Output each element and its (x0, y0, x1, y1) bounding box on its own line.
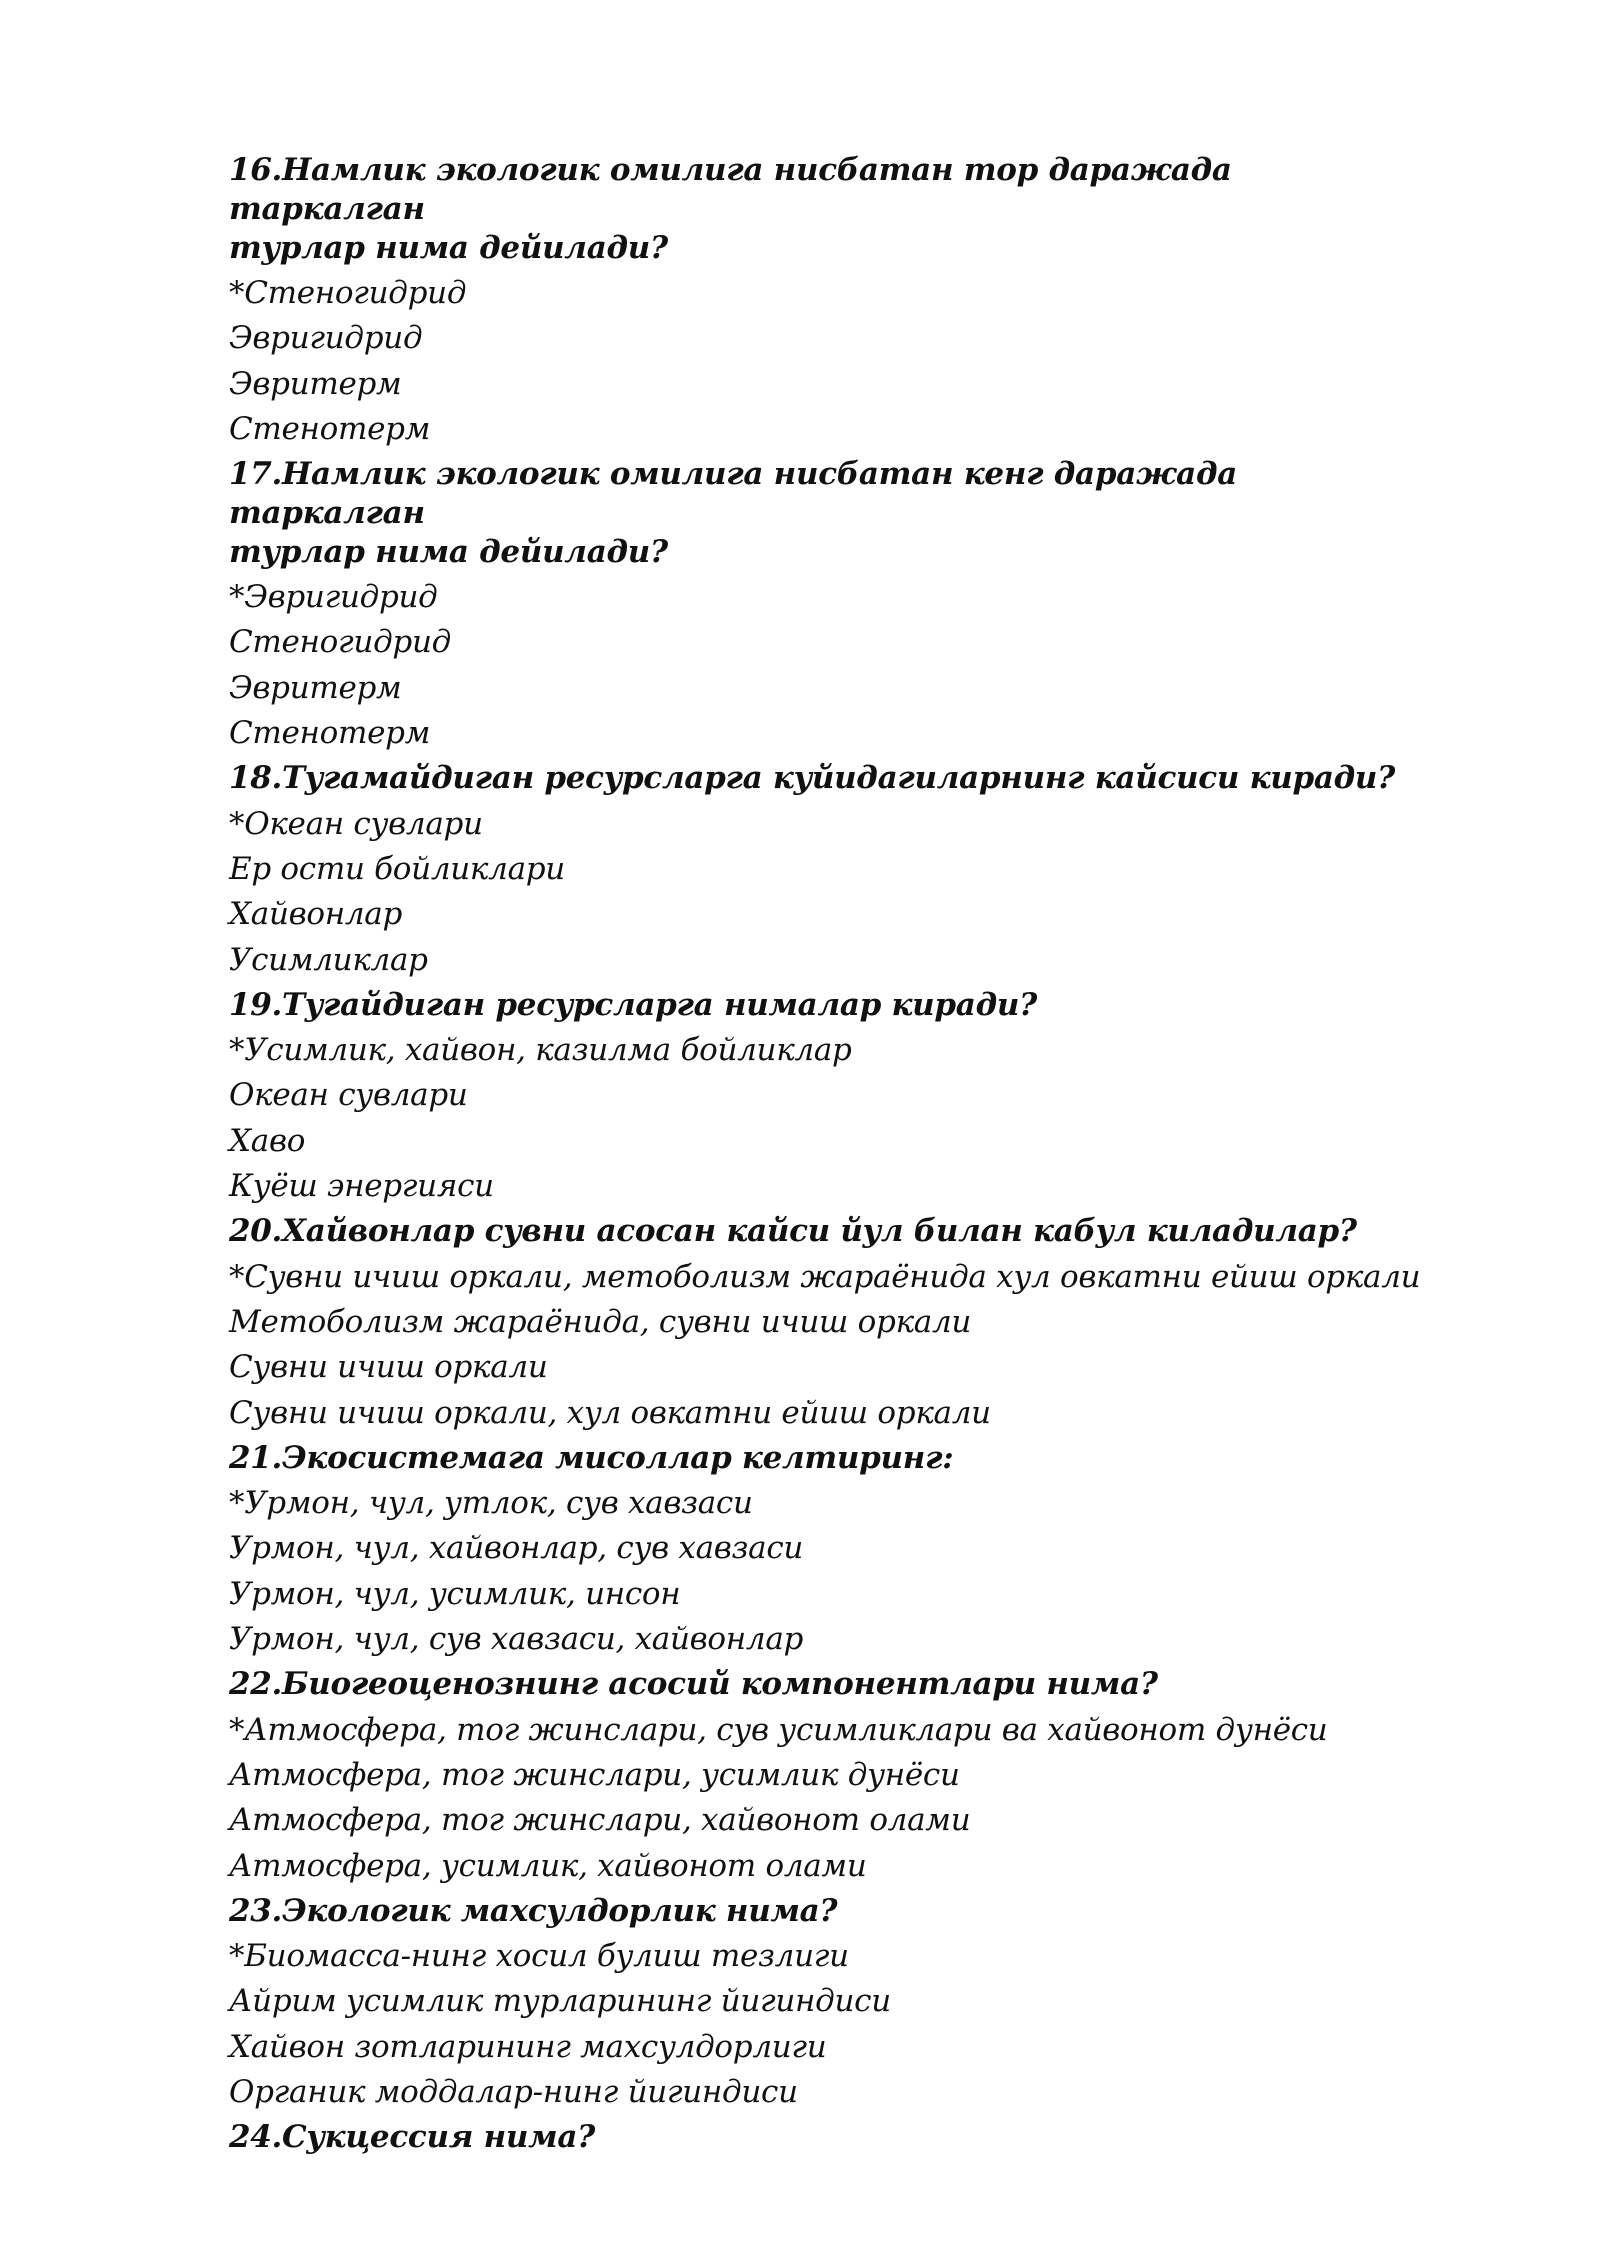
question-title (229, 148, 1429, 271)
question-block (229, 756, 1429, 982)
answer-option: Хайвон зотларининг махсулдорлиги (229, 2028, 827, 2065)
answer-option: Стеногидрид (229, 624, 451, 661)
answer-option: Метоболизм жараёнида, сувни ичиш оркали (229, 1303, 972, 1340)
answer-option: Эвритерм (229, 669, 402, 706)
question-block (229, 1889, 1429, 2115)
answer-option: *Атмосфера, тог жинслари, сув усимликлари ва хайвонот дунёси (229, 1711, 1328, 1748)
answer-option: Атмосфера, усимлик, хайвонот олами (229, 1847, 867, 1884)
question-title-line: турлар нима дейилади? (229, 230, 668, 266)
question-title: 24.Сукцессия нима? (229, 2119, 595, 2156)
question-title: 18.Тугамайдиган ресурсларга куйидагиларнинг кайсиси киради? (229, 760, 1396, 797)
question-title: 22.Биогеоценознинг асосий компонентлари нима? (229, 1666, 1158, 1703)
answer-option: *Эвригидрид (229, 579, 438, 616)
answer-option: Сувни ичиш оркали, хул овкатни ейиш оркали (229, 1394, 991, 1431)
answer-option: *Урмон, чул, утлок, сув хавзаси (229, 1485, 753, 1522)
document-page (229, 148, 1429, 2161)
answer-option: Усимликлар (229, 941, 428, 978)
answer-option: Стенотерм (229, 410, 431, 447)
answer-option: Айрим усимлик турларининг йигиндиси (229, 1983, 891, 2020)
question-title-line: турлар нима дейилади? (229, 534, 668, 571)
answer-option: Эвригидрид (229, 320, 423, 357)
answer-option: Урмон, чул, хайвонлар, сув хавзаси (229, 1530, 804, 1567)
question-title-line: 17.Намлик экологик омилига нисбатан кенг даражада таркалган (229, 456, 1237, 532)
question-block (229, 1436, 1429, 1662)
question-block (229, 148, 1429, 452)
question-title: 21.Экосистемага мисоллар келтиринг: (229, 1439, 954, 1476)
question-block (229, 1662, 1429, 1888)
answer-option: *Сувни ичиш оркали, метоболизм жараёнида хул овкатни ейиш оркали (229, 1258, 1421, 1295)
answer-option: Урмон, чул, сув хавзаси, хайвонлар (229, 1621, 804, 1658)
answer-option: Хайвонлар (229, 896, 403, 933)
question-block (229, 2115, 1429, 2160)
question-title (229, 452, 1429, 575)
question-block (229, 452, 1429, 756)
answer-option: Урмон, чул, усимлик, инсон (229, 1575, 681, 1612)
answer-option: Стенотерм (229, 715, 431, 752)
answer-option: Ер ости бойликлари (229, 850, 565, 887)
question-block (229, 983, 1429, 1209)
answer-option: Органик моддалар-нинг йигиндиси (229, 2073, 798, 2110)
question-title-line: 16.Намлик экологик омилига нисбатан тор даражада таркалган (229, 152, 1232, 227)
answer-option: *Биомасса-нинг хосил булиш тезлиги (229, 1938, 849, 1975)
answer-option: Куёш энергияси (229, 1168, 494, 1205)
question-title: 23.Экологик махсулдорлик нима? (229, 1892, 838, 1929)
answer-option: Океан сувлари (229, 1077, 468, 1114)
question-block (229, 1209, 1429, 1435)
question-title: 19.Тугайдиган ресурсларга нималар киради? (229, 986, 1037, 1023)
answer-option: Сувни ичиш оркали (229, 1349, 548, 1386)
answer-option: Атмосфера, тог жинслари, усимлик дунёси (229, 1756, 960, 1793)
answer-option: *Стеногидрид (229, 275, 467, 311)
answer-option: Атмосфера, тог жинслари, хайвонот олами (229, 1802, 971, 1839)
answer-option: Хаво (229, 1122, 306, 1159)
answer-option: *Усимлик, хайвон, казилма бойликлар (229, 1032, 852, 1069)
question-title: 20.Хайвонлар сувни асосан кайси йул билан кабул киладилар? (229, 1213, 1357, 1250)
answer-option: *Океан сувлари (229, 805, 483, 842)
answer-option: Эвритерм (229, 365, 402, 402)
